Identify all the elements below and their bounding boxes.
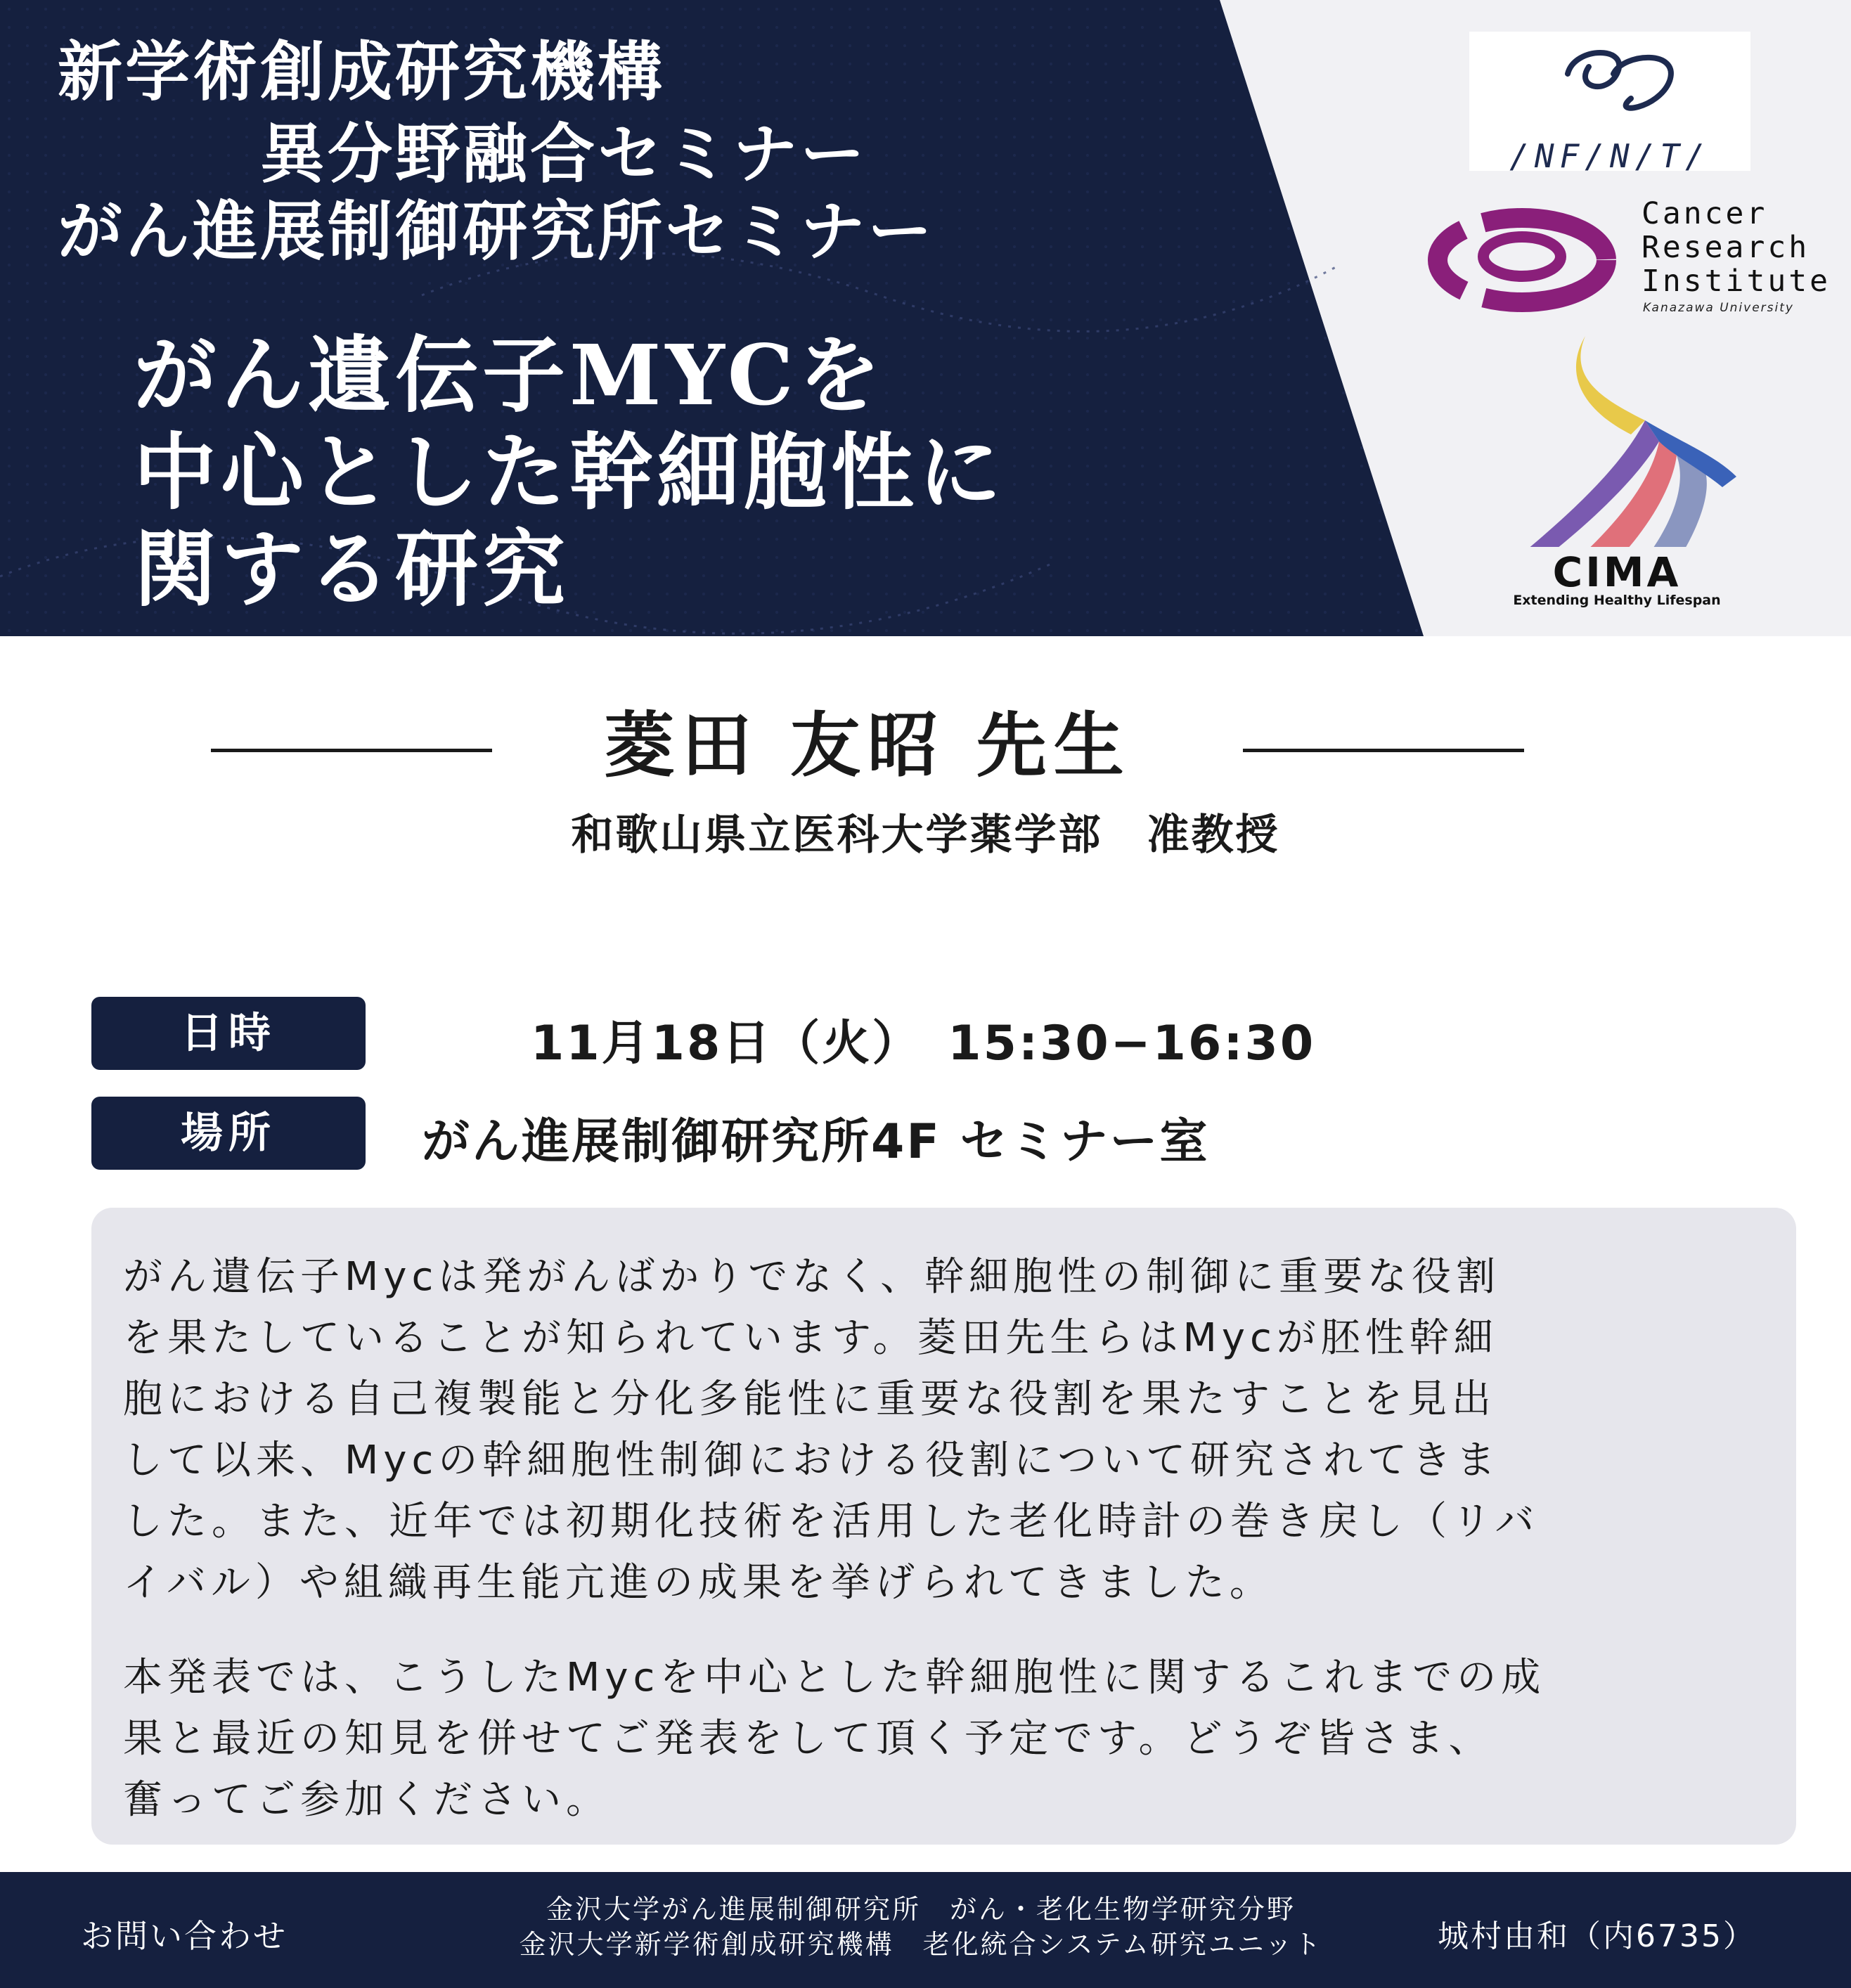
description-box (91, 1208, 1796, 1845)
seminar-title-line-2: 中心とした幹細胞性に (134, 423, 1006, 521)
cima-logo-text: CIMA (1552, 548, 1682, 596)
description-paragraph-2: 本発表では、こうしたMycを中心とした幹細胞性に関するこれまでの成 果と最近の知見を併せてご発表をして頂く予定です。どうぞ皆さま、 奮ってご参加ください。 (123, 1655, 1546, 1823)
cri-logo-text: Cancer Research Institute (1642, 196, 1831, 299)
cancer-research-institute-logo (1417, 196, 1831, 323)
infiniti-logo-text: /NF/N/T/ (1509, 137, 1710, 175)
cima-logo-subtitle: Extending Healthy Lifespan (1513, 593, 1721, 608)
cima-wave-icon (1483, 336, 1750, 547)
footer-contact-bar (0, 1872, 1851, 1988)
place-value: がん進展制御研究所4F セミナー室 (422, 1114, 1210, 1170)
series-title-line-1: 新学術創成研究機構 (58, 34, 666, 110)
speaker-affiliation: 和歌山県立医科大学薬学部 准教授 (571, 811, 1280, 860)
contact-person: 城村由和（内6735） (1438, 1918, 1756, 1954)
infiniti-logo (1469, 32, 1750, 175)
contact-organizations (394, 1892, 1448, 1962)
speaker-divider-left (211, 749, 492, 752)
place-label: 場所 (91, 1097, 366, 1170)
contact-label: お問い合わせ (81, 1917, 288, 1955)
series-title-line-3: がん進展制御研究所セミナー (58, 194, 936, 269)
infiniti-mark-icon (1469, 32, 1750, 137)
speaker-row (0, 703, 1851, 787)
speaker-name: 菱田 友昭 先生 (604, 704, 1131, 787)
contact-org-2: 金沢大学新学術創成研究機構 老化統合システム研究ユニット (519, 1929, 1323, 1960)
series-title-line-2: 異分野融合セミナー (260, 117, 868, 192)
seminar-title-line-1: がん遺伝子MYCを (134, 326, 885, 424)
cri-ring-icon (1417, 197, 1627, 323)
contact-org-1: 金沢大学がん進展制御研究所 がん・老化生物学研究分野 (546, 1894, 1296, 1925)
date-value: 11月18日（火） 15:30−16:30 (531, 1016, 1316, 1071)
cima-logo (1483, 336, 1750, 617)
speaker-divider-right (1243, 749, 1524, 752)
header-banner (0, 0, 1851, 636)
seminar-title (134, 327, 1329, 618)
seminar-title-line-3: 関する研究 (134, 520, 570, 618)
description-paragraph-1: がん遺伝子Mycは発がんばかりでなく、幹細胞性の制御に重要な役割 を果たしていることが知られています。菱田先生らはMycが胚性幹細 胞における自己複製能と分化多能性に重要な役割を果たすことを見出 して以来、Mycの幹細胞性制御における役割について研究されてきま した。また、近年では初期化技術を活用した老化時計の巻き戻し（リバ イバル）や組織再生能亢進の成果を挙げられてきました。 (123, 1254, 1540, 1606)
cri-logo-subtitle: Kanazawa University (1643, 301, 1794, 315)
date-label: 日時 (91, 997, 366, 1070)
